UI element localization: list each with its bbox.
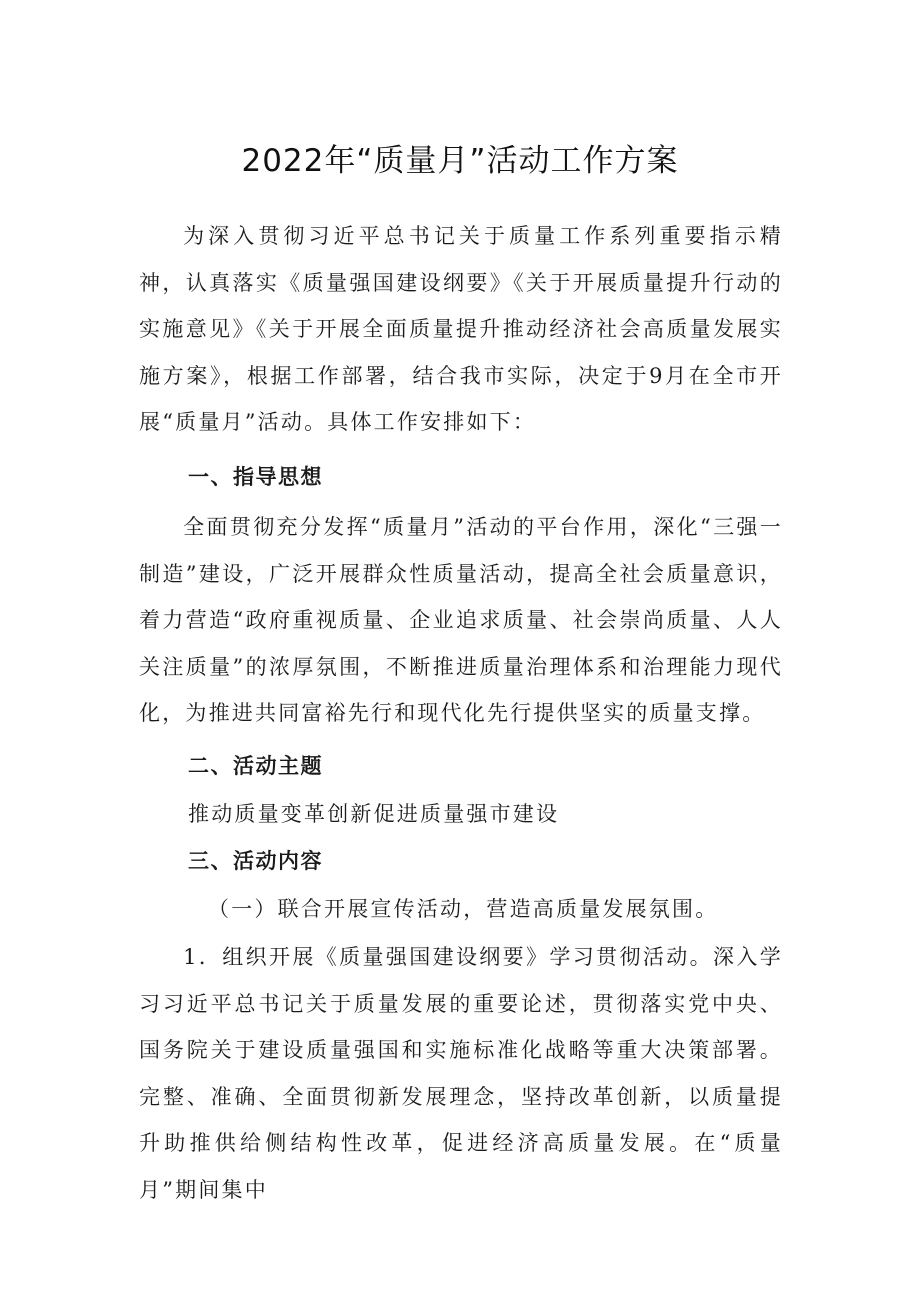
section-3-heading: 三、活动内容 [188,849,323,873]
section-3-item-1: 1．组织开展《质量强国建设纲要》学习贯彻活动。深入学习习近平总书记关于质量发展的重要论述，贯彻落实党中央、国务院关于建设质量强国和实施标准化战略等重大决策部署。完整、准确、全面贯彻新发展理念，坚持改革创新，以质量提升助推供给侧结构性改革，促进经济高质量发展。在“质量月”期间集中 [139,945,783,1202]
section-3-subheading: （一）联合开展宣传活动，营造高质量发展氛围。 [208,897,719,921]
section-1-body: 全面贯彻充分发挥“质量月”活动的平台作用，深化“三强一制造”建设，广泛开展群众性质量活动，提高全社会质量意识，着力营造“政府重视质量、企业追求质量、社会崇尚质量、人人关注质量”的浓厚氛围，不断推进质量治理体系和治理能力现代化，为推进共同富裕先行和现代化先行提供坚实的质量支撑。 [139,515,783,725]
section-2-body: 推动质量变革创新促进质量强市建设 [188,802,560,826]
intro-paragraph: 为深入贯彻习近平总书记关于质量工作系列重要指示精神，认真落实《质量强国建设纲要》《关于开展质量提升行动的实施意见》《关于开展全面质量提升推动经济社会高质量发展实施方案》，根据工作部署，结合我市实际，决定于9月在全市开展“质量月”活动。具体工作安排如下： [139,224,783,434]
section-1-heading: 一、指导思想 [188,465,323,489]
document-title: 2022年“质量月”活动工作方案 [241,143,679,179]
section-2-heading: 二、活动主题 [188,754,323,778]
